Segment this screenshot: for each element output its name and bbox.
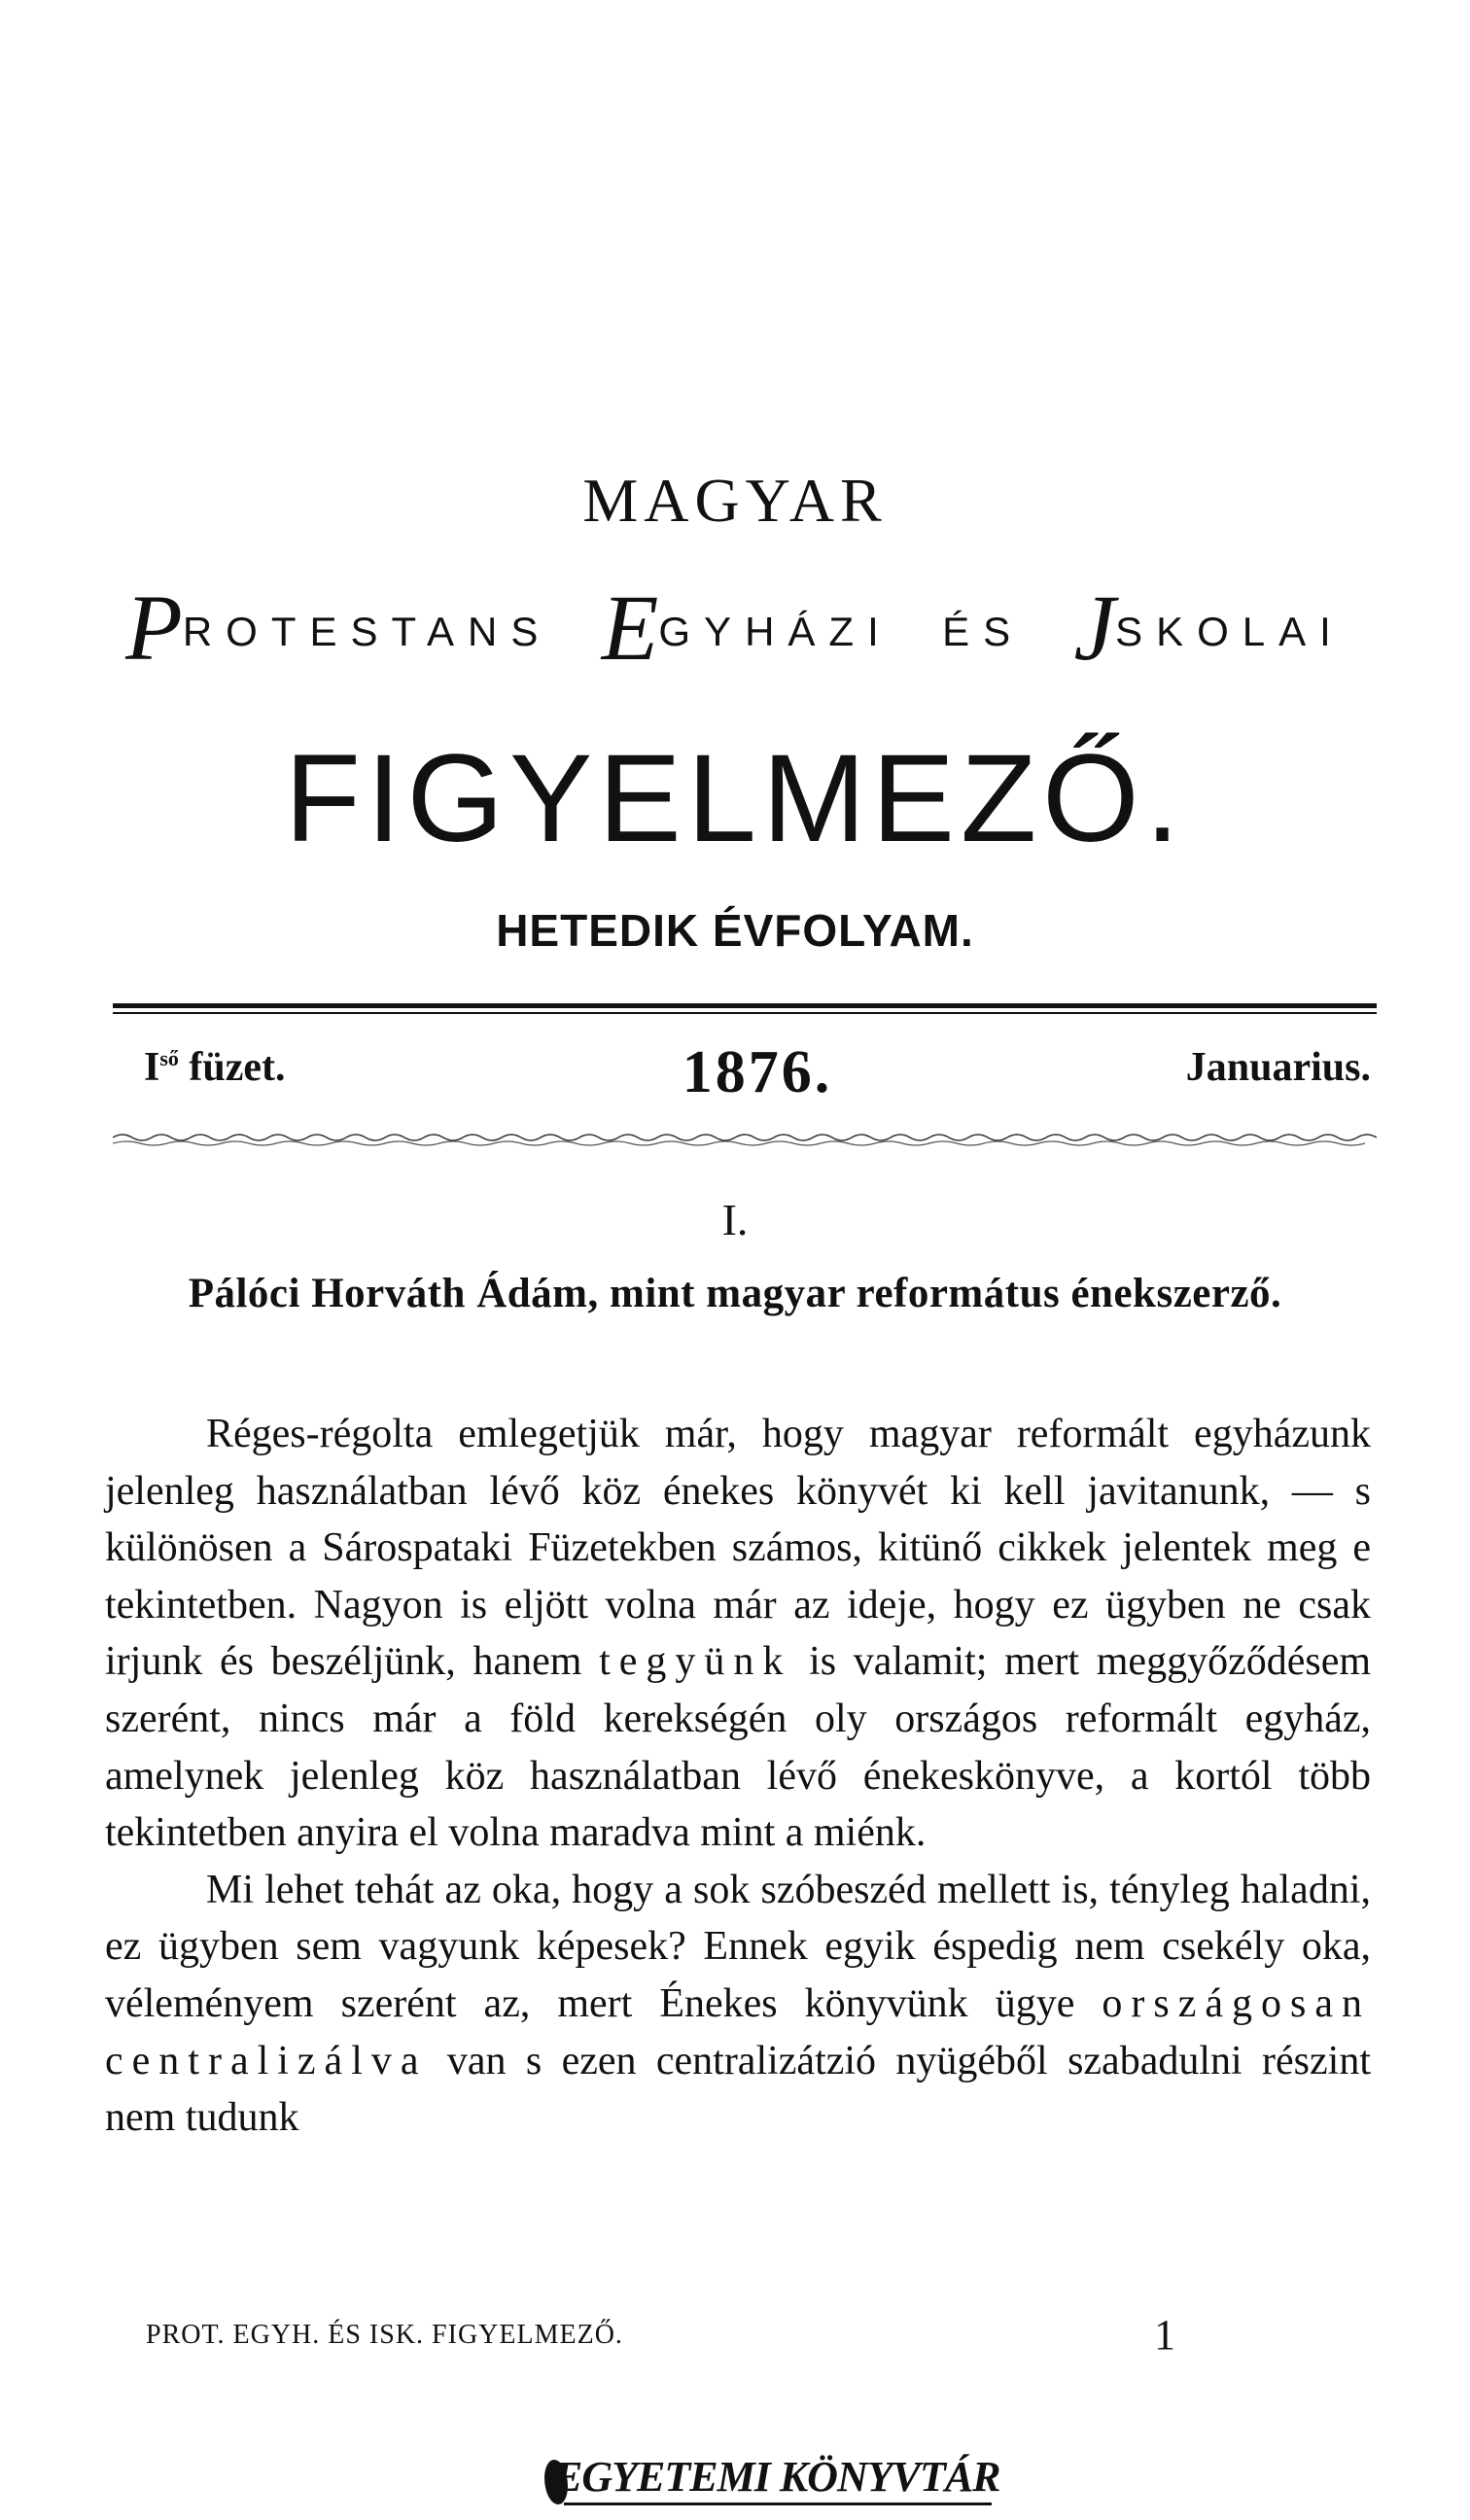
paragraph-1-text-b: is valamit; mert meggyőződésem szerént, nincs már a föld kerekségén oly országos reformált egyház, amelynek jelenleg köz használatban lévő énekeskönyve, a kortól több tekintetben anyira el volna maradva mint a miénk. bbox=[105, 1639, 1372, 1856]
header-rule-thick bbox=[113, 1003, 1377, 1008]
issue-label: füzet. bbox=[189, 1045, 286, 1090]
masthead-top-word: MAGYAR bbox=[582, 466, 888, 535]
paragraph-1-text-a: Réges-régolta emlegetjük már, hogy magyar reformált egyházunk jelenleg használatban lévő köz énekes könyvét ki kell javitanunk, — s különösen a Sárospataki Füzetekben számos, kitünő cikkek jelentek meg e tekintetben. Nagyon is eljött volna már az ideje, hogy ez ügyben ne csak irjunk és beszéljünk, hanem bbox=[105, 1412, 1371, 1685]
word-protestans: ROTESTANS bbox=[182, 609, 552, 654]
stamp-underline bbox=[564, 2502, 992, 2505]
word-egyhazi: GYHÁZI bbox=[658, 609, 892, 654]
paragraph-2-text-a: Mi lehet tehát az oka, hogy a sok szóbeszéd mellett is, tényleg haladni, ez ügyben sem vagyunk képesek? Ennek egyik éspedig nem csekély oka, véleményem szerént az, mert Énekes könyvünk ügye bbox=[105, 1867, 1371, 2026]
emphasis-centralizalva: centralizálva bbox=[105, 2038, 428, 2083]
running-title: PROT. EGYH. ÉS ISK. FIGYELMEZŐ. bbox=[146, 2320, 623, 2350]
initial-j: J bbox=[1073, 576, 1116, 680]
issue-number-suffix: ső bbox=[159, 1046, 179, 1070]
issue-number-value: I bbox=[144, 1045, 160, 1090]
masthead-subtitle bbox=[0, 574, 1470, 682]
wavy-divider bbox=[113, 1130, 1377, 1149]
section-number: I. bbox=[721, 1195, 749, 1244]
issue-year: 1876. bbox=[682, 1039, 833, 1105]
word-iskolai: SKOLAI bbox=[1115, 609, 1345, 654]
emphasis-orszagosan: országosan bbox=[1102, 1980, 1371, 2026]
header-rule-thin bbox=[113, 1012, 1377, 1014]
paragraph-2-text-b: van s ezen centralizátzió nyügéből szabadulni részint nem tudunk bbox=[105, 2038, 1371, 2141]
initial-p: P bbox=[125, 576, 183, 680]
page-number: 1 bbox=[1154, 2311, 1176, 2359]
issue-month: Januarius. bbox=[1185, 1045, 1371, 1090]
volume-label: HETEDIK ÉVFOLYAM. bbox=[496, 905, 974, 956]
article-title: Pálóci Horváth Ádám, mint magyar református énekszerző. bbox=[188, 1271, 1282, 1316]
stamp-text: EGYETEMI KÖNYVTÁR bbox=[554, 2453, 1000, 2501]
page-footer bbox=[146, 2311, 1176, 2362]
journal-title: FIGYELMEZŐ. bbox=[284, 729, 1186, 868]
word-es: ÉS bbox=[942, 609, 1025, 654]
paragraph-1 bbox=[105, 1406, 1371, 1862]
issue-info-row bbox=[144, 1038, 1371, 1106]
article-body bbox=[105, 1406, 1371, 2147]
paragraph-2 bbox=[105, 1862, 1371, 2147]
initial-e: E bbox=[601, 576, 659, 680]
emphasis-tegyunk: tegyünk bbox=[599, 1639, 792, 1685]
library-stamp bbox=[544, 2450, 1001, 2520]
